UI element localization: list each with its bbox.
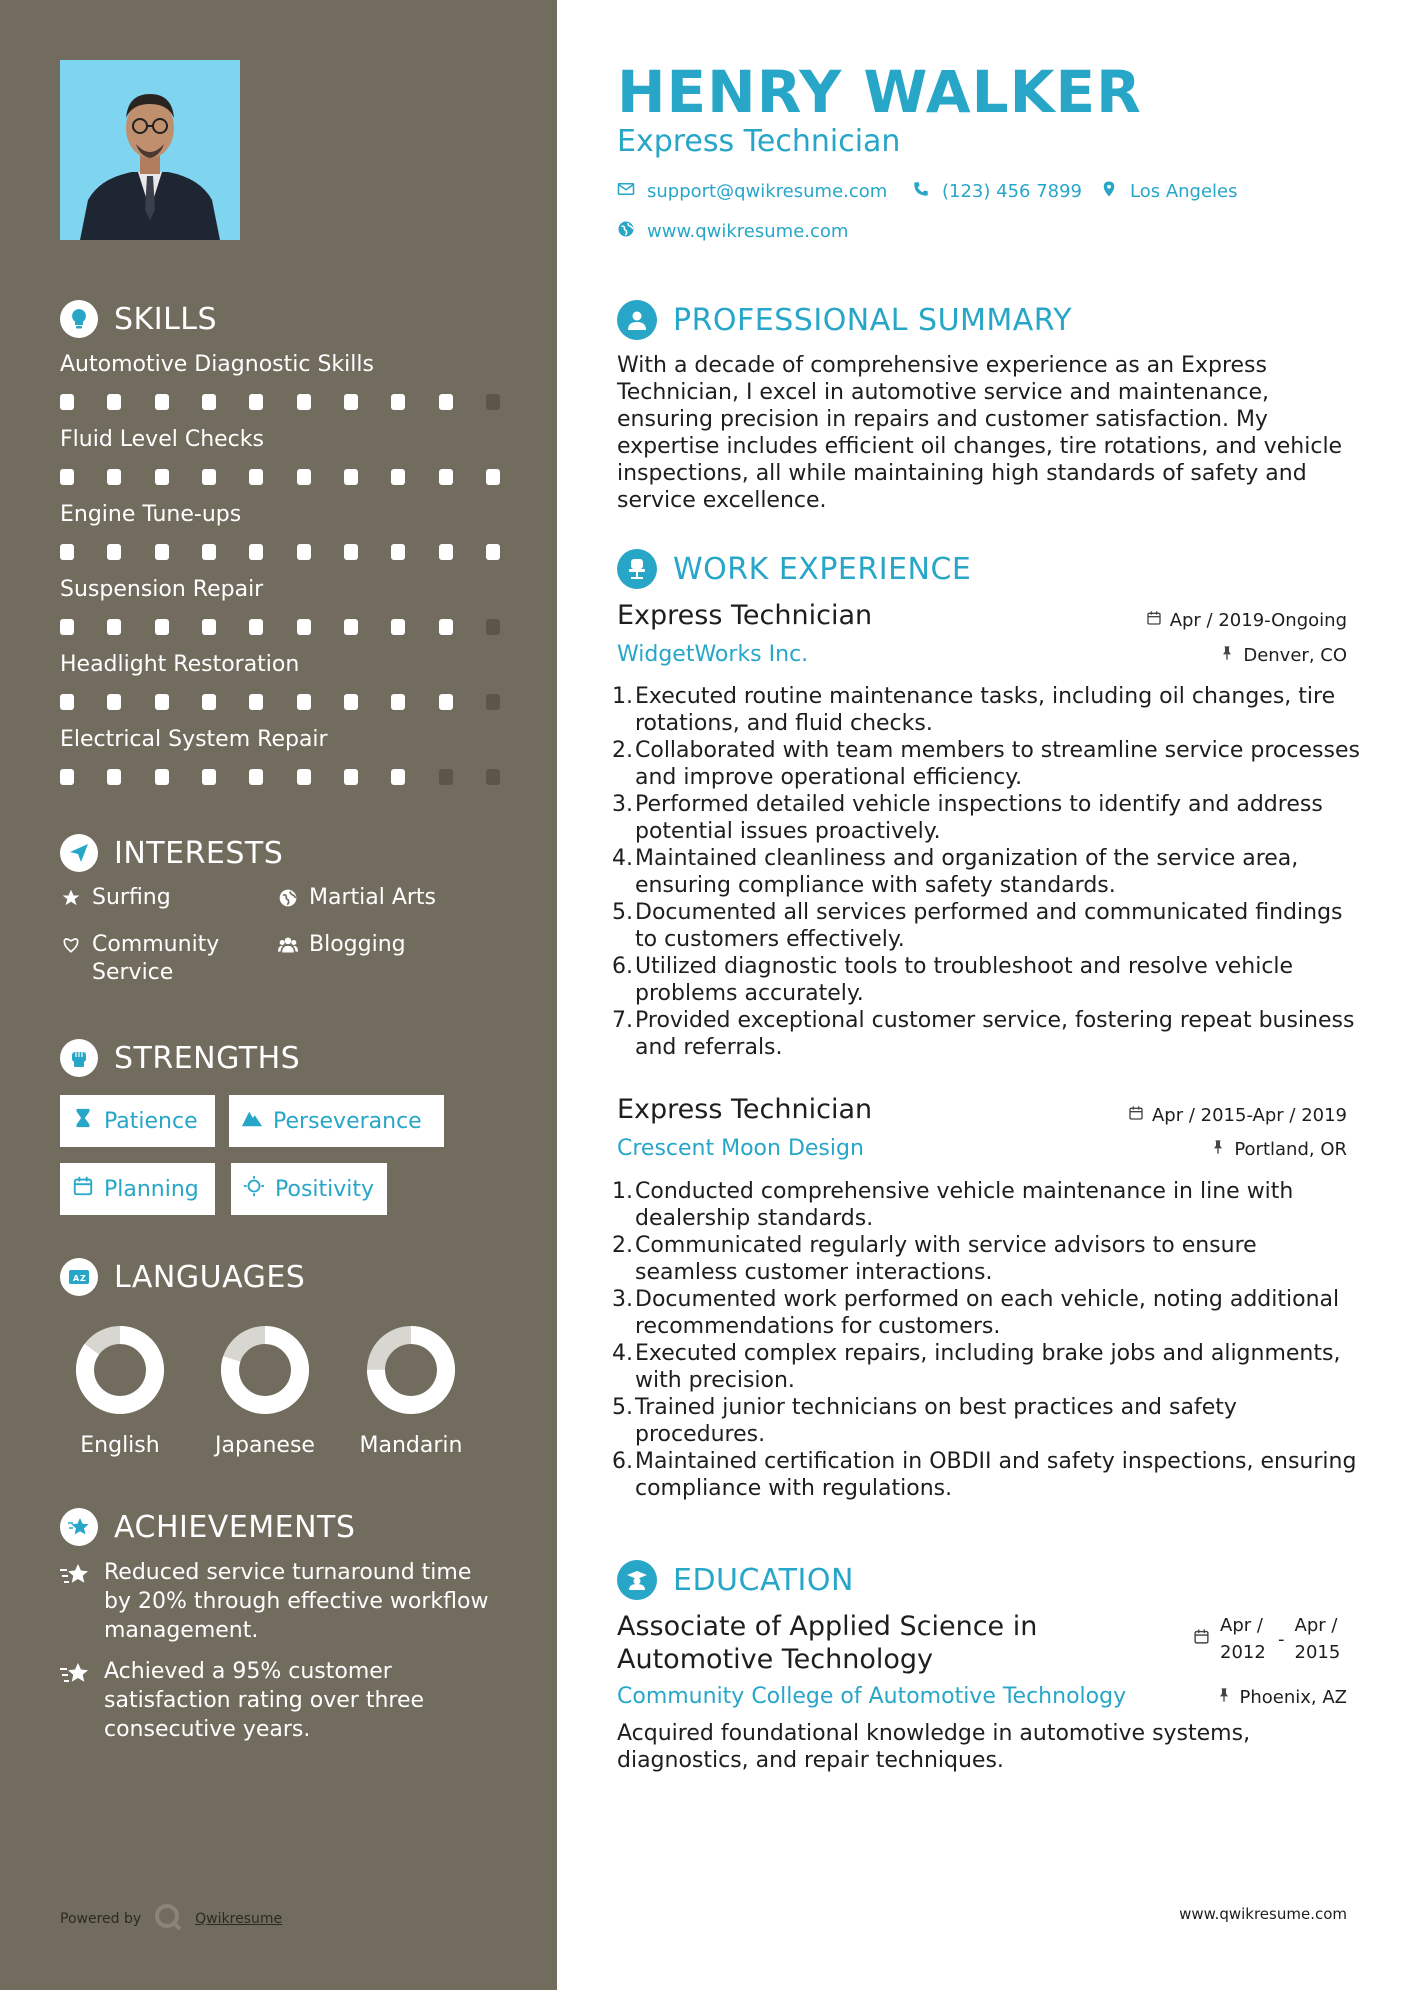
rating-dot-filled [202,769,216,785]
skill-item [60,502,500,560]
rating-dot-empty [486,694,500,710]
rating-dot-filled [202,694,216,710]
education-description: Acquired foundational knowledge in automotive systems, diagnostics, and repair techniques. [617,1721,1251,1773]
shooting-star-icon [60,1558,92,1645]
rating-dot-filled [391,769,405,785]
rating-dot-filled [297,394,311,410]
rating-dot-filled [297,769,311,785]
languages-heading [60,1258,305,1296]
rating-dot-filled [391,469,405,485]
company-name: WidgetWorks Inc. [617,642,809,667]
users-icon [277,931,299,959]
skill-rating [60,544,500,560]
interests-title: INTERESTS [114,835,284,871]
company-name: Crescent Moon Design [617,1136,864,1161]
skill-rating [60,694,500,710]
job-bullets [612,683,1362,1061]
education-dates [1193,1612,1343,1666]
rating-dot-filled [202,394,216,410]
rating-dot-filled [439,619,453,635]
summary-heading [617,300,1072,340]
education-dash: - [1278,1628,1285,1650]
rating-dot-filled [297,619,311,635]
contact-phone[interactable]: (123) 456 7899 [912,180,1082,203]
bullet-item: 5. Documented all services performed and communicated findings to customers effectively. [612,900,1343,952]
rating-dot-filled [439,394,453,410]
strengths-heading [60,1039,300,1077]
strengths-title: STRENGTHS [114,1040,301,1076]
achievement-star-icon [60,1508,98,1546]
translate-icon [60,1258,98,1296]
rating-dot-filled [249,469,263,485]
qwikresume-logo-icon [153,1902,183,1936]
rating-dot-filled [60,544,74,560]
sun-icon [243,1175,265,1203]
profile-photo [60,60,240,240]
job-location: Denver, CO [1219,645,1347,666]
rating-dot-empty [486,769,500,785]
bullet-item: 3. Performed detailed vehicle inspections to identify and address potential issues proactively. [612,792,1323,844]
language-name: English [80,1433,160,1458]
skill-name: Electrical System Repair [60,727,328,752]
rating-dot-filled [249,394,263,410]
achievement-item: Achieved a 95% customer satisfaction rating over three consecutive years. [60,1657,500,1744]
rating-dot-filled [107,469,121,485]
skill-item [60,427,500,485]
rating-dot-filled [391,544,405,560]
language-proficiency-ring [75,1325,165,1415]
svg-text:A: A [73,1274,80,1283]
rating-dot-filled [439,469,453,485]
rating-dot-filled [107,394,121,410]
bullet-item: 3. Documented work performed on each vehicle, noting additional recommendations for customers. [612,1287,1340,1339]
candidate-name: HENRY WALKER [617,58,1142,126]
experience-title: WORK EXPERIENCE [673,551,972,587]
map-pin-icon [1100,180,1118,203]
rating-dot-filled [391,619,405,635]
pushpin-icon [1219,645,1235,666]
interests-heading [60,834,283,872]
rating-dot-filled [155,394,169,410]
skill-item [60,352,500,410]
strength-badge-planning: Planning [60,1163,215,1215]
rating-dot-filled [107,694,121,710]
candidate-role: Express Technician [617,124,901,159]
rating-dot-filled [486,544,500,560]
paper-plane-icon [60,834,98,872]
rating-dot-filled [391,394,405,410]
bullet-item: 1. Executed routine maintenance tasks, including oil changes, tire rotations, and fluid checks. [612,684,1336,736]
bullet-item: 1. Conducted comprehensive vehicle maintenance in line with dealership standards. [612,1179,1294,1231]
interest-item-martial-arts: Martial Arts [277,884,517,912]
achievement-item: Reduced service turnaround time by 20% through effective workflow management. [60,1558,500,1645]
rating-dot-filled [344,469,358,485]
degree-title: Associate of Applied Science in Automotive Technology [617,1611,1038,1675]
strength-badge-perseverance: Perseverance [229,1095,444,1147]
pushpin-icon [1210,1139,1226,1160]
rating-dot-filled [249,694,263,710]
rating-dot-filled [249,544,263,560]
job-title: Express Technician [617,600,873,631]
bullet-item: 4. Executed complex repairs, including brake jobs and alignments, with precision. [612,1341,1341,1393]
calendar-icon [72,1175,94,1203]
education-heading [617,1560,854,1600]
job-location: Portland, OR [1210,1139,1347,1160]
contact-website[interactable]: www.qwikresume.com [617,220,848,243]
skills-heading [60,300,217,338]
rating-dot-filled [60,769,74,785]
bullet-item: 2. Collaborated with team members to streamline service processes and improve operational efficiency. [612,738,1360,790]
fist-icon [60,1039,98,1077]
bullet-item: 4. Maintained cleanliness and organization of the service area, ensuring compliance with safety standards. [612,846,1299,898]
rating-dot-filled [155,619,169,635]
rating-dot-filled [155,469,169,485]
user-icon [617,300,657,340]
rating-dot-filled [155,694,169,710]
calendar-icon [1128,1105,1144,1126]
job-dates: Apr / 2019-Ongoing [1146,610,1347,631]
rating-dot-filled [344,619,358,635]
rating-dot-filled [107,544,121,560]
globe-icon [617,220,635,243]
skill-item [60,577,500,635]
language-item [60,1325,180,1458]
shooting-star-icon [60,1657,92,1744]
bullet-item: 6. Maintained certification in OBDII and safety inspections, ensuring compliance with regulations. [612,1449,1357,1501]
phone-icon [912,180,930,203]
rating-dot-filled [107,619,121,635]
skill-name: Engine Tune-ups [60,502,242,527]
rating-dot-filled [344,694,358,710]
language-name: Mandarin [359,1433,463,1458]
svg-text:Z: Z [80,1274,87,1283]
language-proficiency-ring [220,1325,310,1415]
sidebar [0,0,557,1990]
interest-item-blogging: Blogging [277,931,517,959]
office-chair-icon [617,549,657,589]
graduate-icon [617,1560,657,1600]
interest-item-community-service: Community Service [60,931,260,987]
contact-location: Los Angeles [1100,180,1238,203]
mountain-icon [241,1107,263,1135]
rating-dot-filled [155,544,169,560]
languages-title: LANGUAGES [114,1259,306,1295]
rating-dot-filled [202,544,216,560]
rating-dot-filled [344,394,358,410]
bullet-item: 6. Utilized diagnostic tools to troubleshoot and resolve vehicle problems accurately. [612,954,1294,1006]
strength-badge-patience: Patience [60,1095,215,1147]
language-name: Japanese [215,1433,315,1458]
skill-rating [60,769,500,785]
rating-dot-filled [60,469,74,485]
language-item [205,1325,325,1458]
rating-dot-filled [344,769,358,785]
rating-dot-filled [107,769,121,785]
pushpin-icon [1216,1687,1232,1708]
education-title: EDUCATION [673,1562,854,1598]
skill-name: Automotive Diagnostic Skills [60,352,374,377]
language-item [351,1325,471,1458]
skill-item [60,727,500,785]
rating-dot-filled [202,469,216,485]
calendar-icon [1146,610,1162,631]
summary-title: PROFESSIONAL SUMMARY [673,302,1073,338]
bullet-item: 5. Trained junior technicians on best practices and safety procedures. [612,1395,1237,1447]
rating-dot-empty [486,619,500,635]
rating-dot-empty [439,769,453,785]
rating-dot-filled [439,694,453,710]
rating-dot-filled [60,394,74,410]
rating-dot-filled [60,694,74,710]
rating-dot-filled [249,769,263,785]
summary-text: With a decade of comprehensive experience as an Express Technician, I excel in automotive service and maintenance, ensuring precision in repairs and customer satisfaction. My expertise includes efficient oil changes, tire rotations, and vehicle inspections, all while maintaining high standards of safety and service excellence. [617,353,1343,513]
qwikresume-link[interactable]: Qwikresume [195,1911,283,1927]
skill-name: Fluid Level Checks [60,427,264,452]
rating-dot-empty [486,394,500,410]
language-proficiency-ring [366,1325,456,1415]
envelope-icon [617,180,635,203]
skills-title: SKILLS [114,301,218,337]
hourglass-icon [72,1107,94,1135]
achievements-heading [60,1508,355,1546]
job-dates: Apr / 2015-Apr / 2019 [1128,1105,1347,1126]
school-location: Phoenix, AZ [1216,1687,1348,1708]
bullet-item: 7. Provided exceptional customer service, fostering repeat business and referrals. [612,1008,1355,1060]
rating-dot-filled [486,469,500,485]
skill-item [60,652,500,710]
contact-email[interactable]: support@qwikresume.com [617,180,887,203]
skill-rating [60,619,500,635]
skill-name: Suspension Repair [60,577,264,602]
heart-hand-icon [60,931,82,959]
interest-item-surfing: Surfing [60,884,260,912]
globe-icon [277,884,299,912]
lightbulb-icon [60,300,98,338]
calendar-icon [1193,1626,1210,1653]
rating-dot-filled [60,619,74,635]
job-bullets [612,1178,1362,1502]
experience-heading [617,549,971,589]
skill-rating [60,394,500,410]
rating-dot-filled [155,769,169,785]
rating-dot-filled [297,469,311,485]
rating-dot-filled [297,694,311,710]
job-title: Express Technician [617,1094,873,1125]
education-end: Apr / 2015 [1294,1615,1341,1663]
rating-dot-filled [439,544,453,560]
strength-badge-positivity: Positivity [231,1163,387,1215]
skill-rating [60,469,500,485]
rating-dot-filled [297,544,311,560]
rating-dot-filled [344,544,358,560]
rating-dot-filled [391,694,405,710]
rating-dot-filled [249,619,263,635]
star-icon [60,884,82,912]
bullet-item: 2. Communicated regularly with service advisors to ensure seamless customer interactions. [612,1233,1257,1285]
rating-dot-filled [202,619,216,635]
achievements-title: ACHIEVEMENTS [114,1509,356,1545]
school-name: Community College of Automotive Technology [617,1684,1127,1709]
footer-url[interactable]: www.qwikresume.com [1179,1905,1347,1923]
skill-name: Headlight Restoration [60,652,300,677]
powered-by: Powered by Qwikresume [60,1902,282,1936]
education-start: Apr / 2012 [1220,1615,1266,1663]
